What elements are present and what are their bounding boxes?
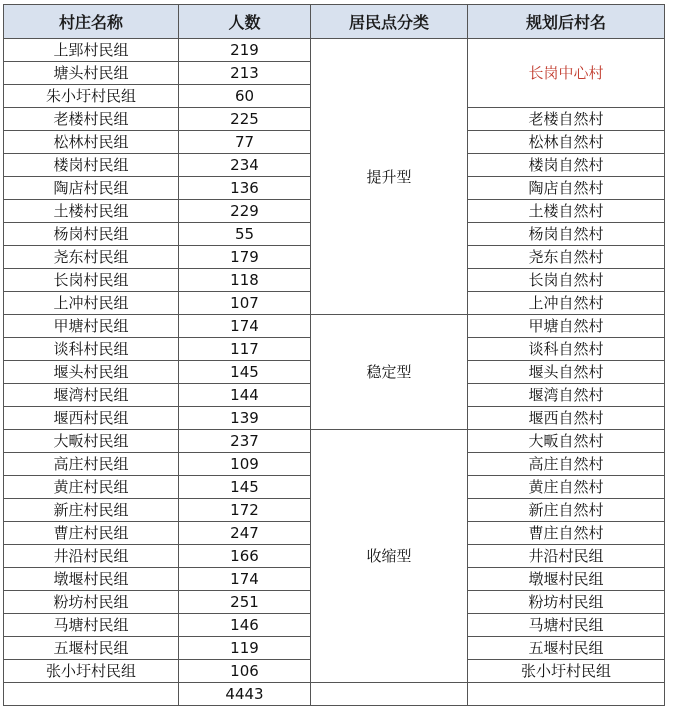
population-cell: 237 bbox=[179, 430, 311, 453]
village-name-cell: 甲塘村民组 bbox=[4, 315, 179, 338]
planned-village-name-cell: 楼岗自然村 bbox=[468, 154, 665, 177]
planned-village-name-cell: 陶店自然村 bbox=[468, 177, 665, 200]
village-name-cell: 墩堰村民组 bbox=[4, 568, 179, 591]
village-name-cell: 五堰村民组 bbox=[4, 637, 179, 660]
planned-village-name-cell: 井沿村民组 bbox=[468, 545, 665, 568]
village-name-cell: 上郢村民组 bbox=[4, 39, 179, 62]
planned-village-name-cell: 谈科自然村 bbox=[468, 338, 665, 361]
population-cell: 107 bbox=[179, 292, 311, 315]
header-row bbox=[4, 5, 665, 39]
total-label-cell bbox=[4, 683, 179, 706]
settlement-category-cell: 稳定型 bbox=[311, 315, 468, 430]
village-planning-table bbox=[3, 4, 665, 706]
population-cell: 174 bbox=[179, 568, 311, 591]
planned-village-name-cell: 黄庄自然村 bbox=[468, 476, 665, 499]
population-cell: 146 bbox=[179, 614, 311, 637]
population-cell: 55 bbox=[179, 223, 311, 246]
village-name-cell: 楼岗村民组 bbox=[4, 154, 179, 177]
population-cell: 106 bbox=[179, 660, 311, 683]
village-name-cell: 高庄村民组 bbox=[4, 453, 179, 476]
planned-village-name-cell: 五堰村民组 bbox=[468, 637, 665, 660]
planned-village-name-cell: 松林自然村 bbox=[468, 131, 665, 154]
village-name-cell: 尧东村民组 bbox=[4, 246, 179, 269]
village-name-cell: 谈科村民组 bbox=[4, 338, 179, 361]
settlement-category-cell: 收缩型 bbox=[311, 430, 468, 683]
village-name-cell: 黄庄村民组 bbox=[4, 476, 179, 499]
population-cell: 77 bbox=[179, 131, 311, 154]
village-name-cell: 井沿村民组 bbox=[4, 545, 179, 568]
header-planned-village-name: 规划后村名 bbox=[468, 5, 665, 39]
total-row bbox=[4, 683, 665, 706]
population-cell: 117 bbox=[179, 338, 311, 361]
table-row bbox=[4, 430, 665, 453]
population-cell: 145 bbox=[179, 476, 311, 499]
village-name-cell: 堰头村民组 bbox=[4, 361, 179, 384]
header-settlement-category: 居民点分类 bbox=[311, 5, 468, 39]
planned-village-name-cell: 高庄自然村 bbox=[468, 453, 665, 476]
village-name-cell: 马塘村民组 bbox=[4, 614, 179, 637]
population-cell: 229 bbox=[179, 200, 311, 223]
population-cell: 166 bbox=[179, 545, 311, 568]
planned-village-name-cell: 张小圩村民组 bbox=[468, 660, 665, 683]
population-cell: 118 bbox=[179, 269, 311, 292]
village-name-cell: 老楼村民组 bbox=[4, 108, 179, 131]
table-row bbox=[4, 315, 665, 338]
total-category-cell bbox=[311, 683, 468, 706]
population-cell: 136 bbox=[179, 177, 311, 200]
table-row bbox=[4, 39, 665, 62]
population-cell: 219 bbox=[179, 39, 311, 62]
village-name-cell: 新庄村民组 bbox=[4, 499, 179, 522]
settlement-category-cell: 提升型 bbox=[311, 39, 468, 315]
population-cell: 145 bbox=[179, 361, 311, 384]
village-name-cell: 曹庄村民组 bbox=[4, 522, 179, 545]
planned-village-name-cell: 杨岗自然村 bbox=[468, 223, 665, 246]
population-cell: 60 bbox=[179, 85, 311, 108]
planned-village-name-cell: 上冲自然村 bbox=[468, 292, 665, 315]
planned-village-name-cell: 曹庄自然村 bbox=[468, 522, 665, 545]
population-cell: 179 bbox=[179, 246, 311, 269]
population-cell: 144 bbox=[179, 384, 311, 407]
village-name-cell: 杨岗村民组 bbox=[4, 223, 179, 246]
population-cell: 109 bbox=[179, 453, 311, 476]
village-name-cell: 松林村民组 bbox=[4, 131, 179, 154]
center-village-plan-cell: 长岗中心村 bbox=[468, 39, 665, 108]
population-cell: 172 bbox=[179, 499, 311, 522]
village-name-cell: 堰西村民组 bbox=[4, 407, 179, 430]
population-cell: 119 bbox=[179, 637, 311, 660]
header-population: 人数 bbox=[179, 5, 311, 39]
planned-village-name-cell: 老楼自然村 bbox=[468, 108, 665, 131]
total-population-cell: 4443 bbox=[179, 683, 311, 706]
village-name-cell: 朱小圩村民组 bbox=[4, 85, 179, 108]
population-cell: 251 bbox=[179, 591, 311, 614]
population-cell: 139 bbox=[179, 407, 311, 430]
village-name-cell: 塘头村民组 bbox=[4, 62, 179, 85]
planned-village-name-cell: 新庄自然村 bbox=[468, 499, 665, 522]
planned-village-name-cell: 马塘村民组 bbox=[468, 614, 665, 637]
village-name-cell: 张小圩村民组 bbox=[4, 660, 179, 683]
village-name-cell: 粉坊村民组 bbox=[4, 591, 179, 614]
village-name-cell: 长岗村民组 bbox=[4, 269, 179, 292]
population-cell: 247 bbox=[179, 522, 311, 545]
planned-village-name-cell: 甲塘自然村 bbox=[468, 315, 665, 338]
planned-village-name-cell: 堰头自然村 bbox=[468, 361, 665, 384]
table-body bbox=[4, 39, 665, 706]
village-name-cell: 大畈村民组 bbox=[4, 430, 179, 453]
village-name-cell: 土楼村民组 bbox=[4, 200, 179, 223]
village-name-cell: 上冲村民组 bbox=[4, 292, 179, 315]
village-name-cell: 堰湾村民组 bbox=[4, 384, 179, 407]
planned-village-name-cell: 大畈自然村 bbox=[468, 430, 665, 453]
header-village-name: 村庄名称 bbox=[4, 5, 179, 39]
planned-village-name-cell: 长岗自然村 bbox=[468, 269, 665, 292]
population-cell: 234 bbox=[179, 154, 311, 177]
planned-village-name-cell: 堰湾自然村 bbox=[468, 384, 665, 407]
population-cell: 225 bbox=[179, 108, 311, 131]
planned-village-name-cell: 堰西自然村 bbox=[468, 407, 665, 430]
population-cell: 174 bbox=[179, 315, 311, 338]
total-plan-cell bbox=[468, 683, 665, 706]
population-cell: 213 bbox=[179, 62, 311, 85]
planned-village-name-cell: 墩堰村民组 bbox=[468, 568, 665, 591]
planned-village-name-cell: 尧东自然村 bbox=[468, 246, 665, 269]
planned-village-name-cell: 粉坊村民组 bbox=[468, 591, 665, 614]
planned-village-name-cell: 土楼自然村 bbox=[468, 200, 665, 223]
village-name-cell: 陶店村民组 bbox=[4, 177, 179, 200]
